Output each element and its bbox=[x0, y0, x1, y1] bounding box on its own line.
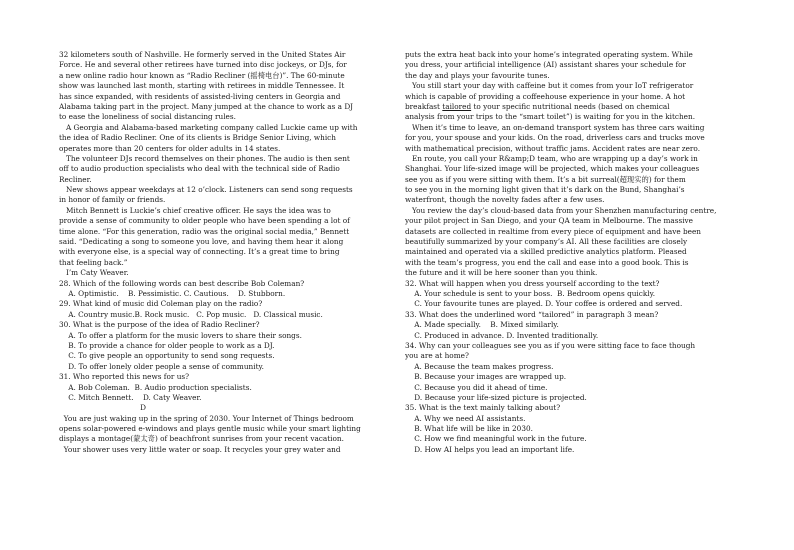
right-text-line: C. Because you did it ahead of time. bbox=[405, 382, 548, 392]
right-text-line: maintained and operated via a skilled predictive analytics platform. Pleased bbox=[405, 247, 687, 257]
left-text-line: has since expanded, with residents of assisted-living centers in Georgia and bbox=[59, 91, 341, 101]
left-text-line: 32 kilometers south of Nashville. He formerly served in the United States Air bbox=[59, 50, 346, 59]
left-column bbox=[59, 50, 389, 455]
right-text-line: You still start your day with caffeine but it comes from your IoT refrigerator bbox=[405, 81, 694, 91]
left-text-line: Mitch Bennett is Luckie’s chief creative officer. He says the idea was to bbox=[59, 205, 331, 215]
right-text-line: beautifully summarized by your company’s AI. All these facilities are closely bbox=[405, 237, 688, 247]
right-text-line: which is capable of providing a coffeehouse experience in your home. A hot bbox=[405, 91, 686, 101]
right-text-line: you are at home? bbox=[405, 351, 469, 361]
left-text-line: New shows appear weekdays at 12 o’clock. Listeners can send song requests bbox=[59, 185, 353, 195]
right-text-line: see you as if you were sitting with them. It’s a bit surreal(超现实的) for them bbox=[405, 174, 686, 184]
left-text-line: opens solar-powered e-windows and plays gentle music while your smart lighting bbox=[59, 424, 361, 434]
right-text-line: 33. What does the underlined word “tailored” in paragraph 3 mean? bbox=[405, 309, 659, 319]
underlined-word: tailored bbox=[442, 101, 472, 111]
left-text-line: Your shower uses very little water or soap. It recycles your grey water and bbox=[59, 444, 341, 454]
right-text-line: C. How we find meaningful work in the future. bbox=[405, 434, 587, 444]
left-text-line: You are just waking up in the spring of 2030. Your Internet of Things bedroom bbox=[59, 413, 354, 423]
right-text-line: puts the extra heat back into your home’s integrated operating system. While bbox=[405, 50, 693, 59]
right-text-line: breakfast tailored to your specific nutritional needs (based on chemical bbox=[405, 101, 670, 111]
right-text-line: waterfront, though the novelty fades after a few uses. bbox=[405, 195, 605, 205]
right-text-line: 35. What is the text mainly talking about? bbox=[405, 403, 561, 413]
right-column bbox=[405, 50, 735, 455]
right-text-line: B. Because your images are wrapped up. bbox=[405, 372, 567, 382]
right-text-line: A. Why we need AI assistants. bbox=[405, 413, 526, 423]
left-text-line: operates more than 20 centers for older adults in 14 states. bbox=[59, 143, 281, 153]
left-text-line: D. To offer lonely older people a sense of community. bbox=[59, 361, 264, 371]
right-text-line: to see you in the morning light given that it’s dark on the Bund, Shanghai’s bbox=[405, 185, 685, 195]
right-text-line: C. Produced in advance. D. Invented traditionally. bbox=[405, 330, 599, 340]
left-text-line: A. To offer a platform for the music lovers to share their songs. bbox=[59, 330, 302, 340]
left-text-line: The volunteer DJs record themselves on their phones. The audio is then sent bbox=[59, 153, 350, 163]
left-text-line: A. Country music.B. Rock music. C. Pop music. D. Classical music. bbox=[59, 309, 323, 319]
right-text-line: datasets are collected in realtime from every piece of equipment and have been bbox=[405, 226, 702, 236]
left-text-line: 30. What is the purpose of the idea of Radio Recliner? bbox=[59, 320, 260, 330]
right-text-line: analysis from your trips to the “smart toilet”) is waiting for you in the kitchen. bbox=[405, 112, 696, 122]
left-text-line: B. To provide a chance for older people to work as a DJ. bbox=[59, 340, 275, 350]
right-text-line: with mathematical precision, without traffic jams. Accident rates are near zero. bbox=[405, 143, 701, 153]
right-text-line: C. Your favourite tunes are played. D. Your coffee is ordered and served. bbox=[405, 299, 683, 309]
left-text-line: to ease the loneliness of social distancing rules. bbox=[59, 112, 236, 122]
right-text-line: B. What life will be like in 2030. bbox=[405, 424, 533, 434]
left-text-line: the idea of Radio Recliner. One of its clients is Bridge Senior Living, which bbox=[59, 133, 336, 143]
right-text-line: your pilot project in San Diego, and your QA team in Melbourne. The massive bbox=[405, 216, 693, 226]
right-text-line: A. Made specially. B. Mixed similarly. bbox=[405, 320, 559, 330]
left-text-line: Recliner. bbox=[59, 174, 92, 184]
left-text-line: time alone. “For this generation, radio was the original social media,” Bennett bbox=[59, 226, 350, 236]
right-text-line: When it’s time to leave, an on-demand transport system has three cars waiting bbox=[405, 122, 705, 132]
left-text-line: with everyone else, is a special way of connecting. It’s a great time to bring bbox=[59, 247, 340, 257]
right-text-line: for you, your spouse and your kids. On the road, driverless cars and trucks move bbox=[405, 133, 705, 143]
right-text-line: the future and it will be here sooner than you think. bbox=[405, 268, 598, 278]
left-text-line: A. Bob Coleman. B. Audio production specialists. bbox=[59, 382, 252, 392]
right-text-line: A. Because the team makes progress. bbox=[405, 361, 554, 371]
left-text-line: show was launched last month, starting with retirees in middle Tennessee. It bbox=[59, 81, 345, 91]
right-text-line: D. Because your life-sized picture is projected. bbox=[405, 392, 587, 402]
left-text-line: off to audio production specialists who deal with the technical side of Radio bbox=[59, 164, 340, 174]
left-text-line: Alabama taking part in the project. Many jumped at the chance to work as a DJ bbox=[59, 101, 354, 111]
right-text-line: En route, you call your R&amp;D team, who are wrapping up a day’s work in bbox=[405, 153, 698, 163]
right-text-line: the day and plays your favourite tunes. bbox=[405, 70, 550, 80]
left-text-line: 28. Which of the following words can best describe Bob Coleman? bbox=[59, 278, 305, 288]
left-text-line: D bbox=[59, 403, 147, 413]
left-text-line: A Georgia and Alabama-based marketing company called Luckie came up with bbox=[59, 122, 358, 132]
left-text-line: in honor of family or friends. bbox=[59, 195, 166, 205]
right-text-line: Shanghai. Your life-sized image will be projected, which makes your colleagues bbox=[405, 164, 700, 174]
left-text-line: a new online radio hour known as “Radio Recliner (摇椅电台)”. The 60-minute bbox=[59, 70, 345, 80]
left-text-line: provide a sense of community to older people who have been spending a lot of bbox=[59, 216, 350, 226]
right-text-line: D. How AI helps you lead an important life. bbox=[405, 444, 575, 454]
right-text-line: You review the day’s cloud-based data from your Shenzhen manufacturing centre, bbox=[405, 205, 717, 215]
right-text-line: A. Your schedule is sent to your boss. B. Bedroom opens quickly. bbox=[405, 288, 656, 298]
left-text-line: A. Optimistic. B. Pessimistic. C. Cautious. D. Stubborn. bbox=[59, 288, 286, 298]
right-text-line: with the team’s progress, you end the call and ease into a good book. This is bbox=[405, 257, 689, 267]
left-text-line: I’m Caty Weaver. bbox=[59, 268, 129, 278]
right-text-line: 32. What will happen when you dress yourself according to the text? bbox=[405, 278, 660, 288]
right-text-line: 34. Why can your colleagues see you as if you were sitting face to face though bbox=[405, 340, 696, 350]
left-text-line: 29. What kind of music did Coleman play on the radio? bbox=[59, 299, 263, 309]
left-text-line: 31. Who reported this news for us? bbox=[59, 372, 190, 382]
left-text-line: said. “Dedicating a song to someone you love, and having them hear it along bbox=[59, 237, 344, 247]
left-text-line: that feeling back.” bbox=[59, 257, 128, 267]
left-text-line: C. To give people an opportunity to send song requests. bbox=[59, 351, 275, 361]
right-text-line: you dress, your artificial intelligence (AI) assistant shares your schedule for bbox=[405, 60, 687, 70]
left-text-line: Force. He and several other retirees have turned into disc jockeys, or DJs, for bbox=[59, 60, 347, 70]
left-text-line: C. Mitch Bennett. D. Caty Weaver. bbox=[59, 392, 202, 402]
left-text-line: displays a montage(蒙太奇) of beachfront sunrises from your recent vacation. bbox=[59, 434, 344, 444]
